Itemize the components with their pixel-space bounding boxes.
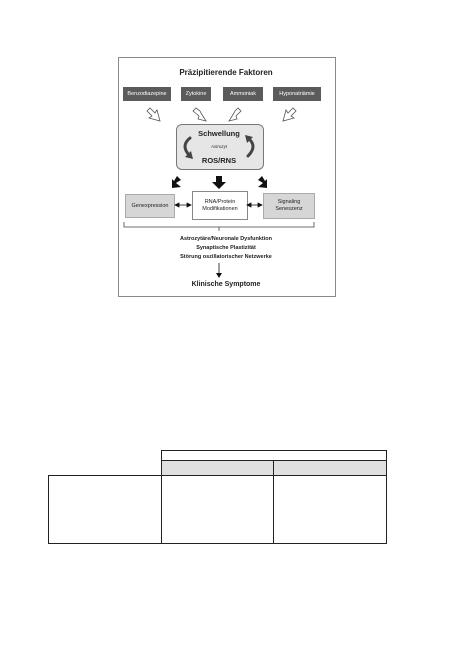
table-col-rule-2 <box>273 461 274 544</box>
hollow-arrow-4 <box>283 108 296 121</box>
outcome-dysfunction: Astrozytäre/Neuronale Dysfunktion <box>180 236 272 242</box>
table-header-rule <box>161 460 387 461</box>
outcome-networks: Störung oszillatorischer Netzwerke <box>180 254 272 260</box>
factor-hyponatriaemie: Hyponatriämie <box>273 87 321 101</box>
bold-arrow-left <box>172 176 181 188</box>
rna-protein-line2: Modifikationen <box>202 205 238 212</box>
factor-benzodiazepine: Benzodiazepine <box>123 87 171 101</box>
clinical-symptoms: Klinische Symptome <box>191 281 261 288</box>
hollow-arrow-2 <box>193 108 206 121</box>
rna-protein-line1: RNA/Protein <box>204 198 236 205</box>
genexpression-label: Genexpression <box>131 203 169 209</box>
table-subheader-band <box>162 461 386 475</box>
table-bottom-rule <box>48 543 387 544</box>
factor-zytokine: Zytokine <box>181 87 211 101</box>
bold-arrow-right <box>258 176 267 188</box>
bracket <box>124 222 314 227</box>
hollow-arrow-3 <box>229 108 241 121</box>
table-left-rule <box>48 475 49 544</box>
astrocyte-label: Astrozyt <box>210 144 228 149</box>
signaling-line2: Seneszenz <box>275 206 303 212</box>
ros-rns-label: ROS/RNS <box>201 156 237 165</box>
down-arrow-symptoms <box>216 273 222 278</box>
signaling-line1: Signaling <box>277 199 301 206</box>
outcome-plasticity: Synaptische Plastizität <box>196 245 256 251</box>
table-right-rule <box>386 450 387 544</box>
table-body-top-rule <box>48 475 387 476</box>
figure-title: Präzipitierende Faktoren <box>179 68 273 77</box>
bold-arrow-center <box>212 176 226 189</box>
table-top-rule <box>161 450 387 451</box>
swelling-label: Schwellung <box>198 129 240 138</box>
factor-ammoniak: Ammoniak <box>223 87 263 101</box>
hollow-arrow-1 <box>147 108 160 121</box>
table-col-rule-1 <box>161 450 162 544</box>
